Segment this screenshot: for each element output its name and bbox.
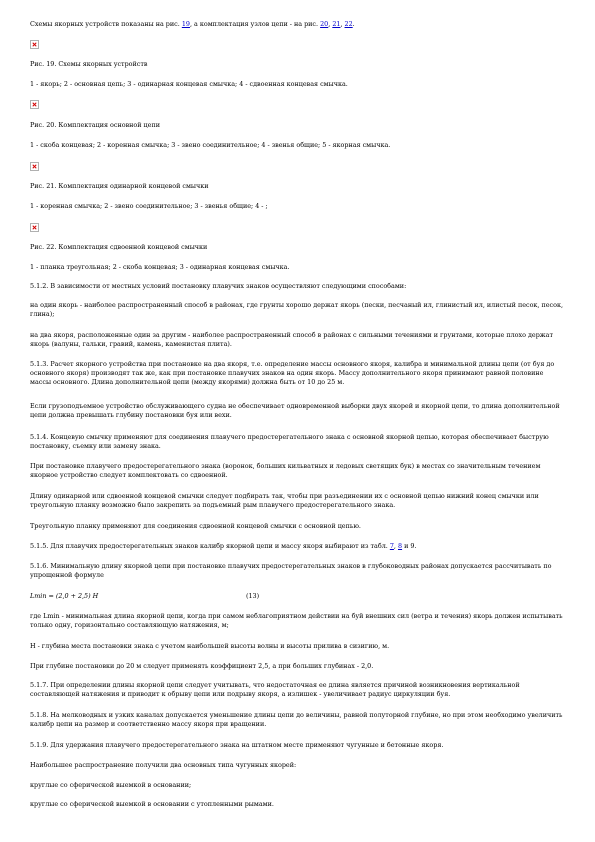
where-clause: где Lmin - минимальная длина якорной цепи, когда при самом неблагоприятном действии на буй внешних сил (ветра и течения) якорь должен испытывать только одну, горизонтально составляющую натяжения, м; <box>30 612 563 629</box>
fig20-caption: Рис. 20. Комплектация основной цепи <box>30 121 160 129</box>
section-5-1-9: 5.1.9. Для удержания плавучего предостерегательного знака на штатном месте применяют чугунные и бетонные якоря. <box>30 741 444 749</box>
link-fig-20[interactable]: 20 <box>320 20 329 28</box>
section-5-1-3: 5.1.3. Расчет якорного устройства при постановке на два якоря, т.е. определение массы основного якоря, калибра и минимальной длины цепи (от буя до основного якоря) производят так же, как при постановке плавучих знаков на один якорь. Массу дополнительного якоря принимают равной половине массы основного. Длина дополнительной цепи (между якорями) должна быть от 10 до 25 м. <box>30 360 555 386</box>
broken-image-icon <box>30 223 39 232</box>
section-5-1-5: 5.1.5. Для плавучих предостерегательных знаков калибр якорной цепи и массу якоря выбирают из табл. 7, 8 и 9. <box>30 542 417 550</box>
broken-image-icon <box>30 100 39 109</box>
section-5-1-7: 5.1.7. При определении длины якорной цепи следует учитывать, что недостаточная ее длина является причиной возникновения вертикальной составляющей натяжения и приводит к обрыву цепи или подрыву якоря, а излишек - увеличивает радиус циркуляции буя. <box>30 681 520 698</box>
formula: Lmin = (2,0 + 2,5) H <box>30 592 99 600</box>
section-5-1-2: 5.1.2. В зависимости от местных условий постановку плавучих знаков осуществляют следующими способами: <box>30 282 407 290</box>
section-5-1-2-item-a: на один якорь - наиболее распространенный способ в районах, где грунты хорошо держат якорь (пески, песчаный ил, глинистый ил, илистый песок, песок, глина); <box>30 301 563 318</box>
section-5-1-3-b: Если грузоподъемное устройство обслуживающего судна не обеспечивает одновременной выборки двух якорей и якорной цепи, то длина дополнительной цепи должна превышать глубину постановки буя или вехи. <box>30 402 560 419</box>
section-5-1-4: 5.1.4. Концевую смычку применяют для соединения плавучего предостерегательного знака с основной якорной цепью, которая обеспечивает быструю постановку, съемку или замену знака. <box>30 433 549 450</box>
section-5-1-4-b: При постановке плавучего предостерегательного знака (воронок, больших кильватных и ледовых светящих бук) в местах со значительным течением якорное устройство следует комплектовать со сдвоенной. <box>30 462 541 479</box>
h-definition: H - глубина места постановки знака с учетом наибольшей высоты волны и высоты прилива в сизигию, м. <box>30 642 390 650</box>
section-5-1-2-item-b: на два якоря, расположенные один за другим - наиболее распространенный способ в районах с сильными течениями и грунтами, которые плохо держат якорь (валуны, гальки, гравий, камень, каменистая плита). <box>30 331 554 348</box>
link-table-7[interactable]: 7 <box>389 542 394 550</box>
fig21-legend: 1 - коренная смычка; 2 - звено соединительное; 3 - звенья общие; 4 - ; <box>30 202 268 210</box>
section-5-1-4-d: Треугольную планку применяют для соединения сдвоенной концевой смычки с основной цепью. <box>30 522 361 530</box>
link-fig-22[interactable]: 22 <box>344 20 353 28</box>
section-5-1-6: 5.1.6. Минимальную длину якорной цепи при постановке плавучих предостерегательных знаков в глубоководных районах допускается рассчитывать по упрощенной формуле <box>30 562 552 579</box>
link-fig-19[interactable]: 19 <box>181 20 190 28</box>
section-5-1-8: 5.1.8. На мелководных и узких каналах допускается уменьшение длины цепи до величины, равной полуторной глубине, но при этом необходимо увеличить калибр цепи на размер и соответственно массу якоря при вращении. <box>30 711 563 728</box>
broken-image-icon <box>30 40 39 49</box>
section-5-1-4-c: Длину одинарной или сдвоенной концевой смычки следует подбирать так, чтобы при разъединении их с основной цепью нижний конец смычки или треугольную планку возможно было закрепить за подъемный рым плавучего предостерегательного знака. <box>30 492 539 509</box>
fig22-caption: Рис. 22. Комплектация сдвоенной концевой смычки <box>30 243 208 251</box>
anchor-types-intro: Наибольшее распространение получили два основных типа чугунных якорей: <box>30 761 297 769</box>
intro-paragraph: Схемы якорных устройств показаны на рис. 19, а комплектация узлов цепи - на рис. 20, 21, 22. <box>30 20 355 28</box>
formula-number: (13) <box>246 592 260 600</box>
fig21-caption: Рис. 21. Комплектация одинарной концевой смычки <box>30 182 209 190</box>
anchor-type-1: круглые со сферической выемкой в основании; <box>30 781 192 789</box>
depth-rule: При глубине постановки до 20 м следует применять коэффициент 2,5, а при больших глубинах - 2,0. <box>30 662 374 670</box>
link-fig-21[interactable]: 21 <box>332 20 341 28</box>
anchor-type-2: круглые со сферической выемкой в основании с утопленными рымами. <box>30 800 274 808</box>
broken-image-icon <box>30 162 39 171</box>
fig22-legend: 1 - планка треугольная; 2 - скоба концевая; 3 - одинарная концевая смычка. <box>30 263 290 271</box>
fig19-caption: Рис. 19. Схемы якорных устройств <box>30 60 148 68</box>
fig20-legend: 1 - скоба концевая; 2 - коренная смычка; 3 - звено соединительное; 4 - звенья общие; 5 - якорная смычка. <box>30 141 391 149</box>
link-table-8[interactable]: 8 <box>398 542 403 550</box>
fig19-legend: 1 - якорь; 2 - основная цепь; 3 - одинарная концевая смычка; 4 - сдвоенная концевая смычка. <box>30 80 348 88</box>
